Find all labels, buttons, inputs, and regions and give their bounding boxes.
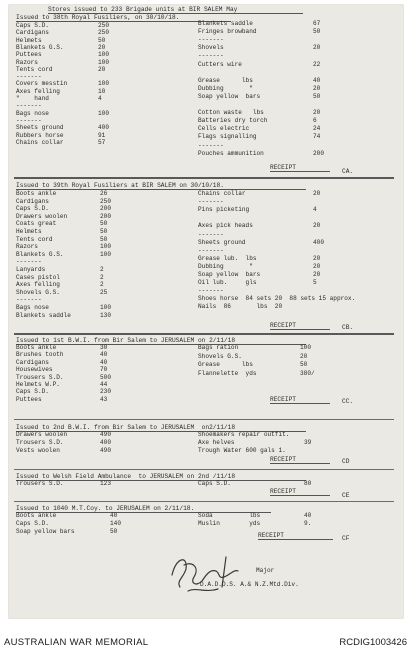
item-name: Razors bbox=[16, 58, 38, 66]
item-quantity: 74 bbox=[313, 133, 321, 141]
item-name: Caps S.D. bbox=[198, 480, 231, 487]
item-quantity: 50 bbox=[300, 361, 308, 368]
item-name: Boots ankle bbox=[16, 512, 57, 519]
item-name: Flags signalling bbox=[198, 133, 257, 141]
item-quantity: 100 bbox=[100, 304, 111, 311]
item-name: Puttees bbox=[16, 395, 42, 403]
item-quantity: 20 bbox=[300, 352, 308, 360]
item-name: Trousers S.D. bbox=[16, 439, 64, 446]
s3-receipt: RECEIPT bbox=[270, 396, 296, 403]
s3-title: Issued to 1st B.W.I. from Bir Salem to JERUSALEM on 2/11/18 bbox=[16, 337, 236, 344]
item-name: Caps S.D. bbox=[16, 22, 49, 29]
dash-separator: ------- bbox=[16, 116, 42, 124]
item-name: Vests woolen bbox=[16, 447, 60, 454]
item-name: Cardigans bbox=[16, 197, 49, 205]
s6-receipt-suffix: CF bbox=[342, 535, 350, 542]
item-quantity: 43 bbox=[100, 395, 108, 403]
item-name: Shovels bbox=[198, 44, 224, 52]
item-name: Chains collar bbox=[16, 138, 64, 146]
item-quantity: 20 bbox=[313, 84, 321, 92]
item-name: Caps S.D. bbox=[16, 205, 49, 213]
item-name: Soap yellow bars bbox=[198, 271, 261, 278]
dash-separator: ------- bbox=[198, 198, 224, 206]
item-name: Soap yellow bars bbox=[198, 92, 261, 100]
item-quantity: 200 bbox=[100, 212, 111, 220]
item-name: Blankets saddle bbox=[198, 20, 253, 27]
item-name: Helmets bbox=[16, 36, 42, 44]
item-quantity: 4 bbox=[98, 95, 102, 102]
item-quantity: 380/ bbox=[300, 369, 315, 377]
item-name: Shovels G.S. bbox=[16, 288, 60, 296]
footer-institution: AUSTRALIAN WAR MEMORIAL bbox=[4, 637, 149, 648]
item-quantity: 40 bbox=[110, 512, 118, 519]
item-quantity: 50 bbox=[100, 235, 108, 243]
item-name: Rubbers horse bbox=[16, 131, 64, 139]
item-quantity: 70 bbox=[100, 366, 108, 374]
item-name: Drawers woolen bbox=[16, 431, 68, 438]
dash-separator: ------- bbox=[198, 36, 224, 44]
item-quantity: 20 bbox=[313, 262, 321, 270]
signature-rank: Major bbox=[256, 567, 275, 574]
s1-receipt-line bbox=[270, 171, 330, 172]
s5-receipt-suffix: CE bbox=[342, 492, 350, 499]
item-quantity: 10 bbox=[98, 87, 106, 95]
item-name: Bags ration bbox=[198, 344, 239, 351]
item-quantity: 20 bbox=[313, 254, 321, 262]
item-name: Brushes tooth bbox=[16, 351, 64, 359]
item-quantity: 20 bbox=[313, 44, 321, 52]
item-quantity: 20 bbox=[98, 65, 106, 73]
item-name: Cardigans bbox=[16, 29, 49, 37]
item-quantity: 40 bbox=[304, 512, 312, 519]
item-name: Sheets ground bbox=[16, 124, 64, 132]
item-quantity: 30 bbox=[100, 344, 108, 351]
item-name: Chains collar bbox=[198, 190, 246, 197]
item-name: Blankets G.S. bbox=[16, 250, 64, 258]
s2-title: Issued to 39th Royal Fusiliers at BIR SALEM on 30/10/18. bbox=[16, 182, 224, 189]
item-name: Cardigans bbox=[16, 358, 49, 366]
item-name: Fringes browband bbox=[198, 28, 257, 36]
item-quantity: 2 bbox=[100, 266, 104, 273]
item-quantity: 250 bbox=[98, 22, 109, 29]
s2-receipt-suffix: CB. bbox=[342, 324, 354, 331]
item-name: Drawers woolen bbox=[16, 212, 68, 220]
item-name: Soda lbs bbox=[198, 512, 261, 519]
item-quantity: 100 bbox=[98, 109, 109, 117]
item-name: Razors bbox=[16, 243, 38, 251]
s6-receipt-line bbox=[258, 539, 333, 540]
item-quantity: 20 bbox=[98, 43, 106, 51]
s3-title-underline bbox=[16, 344, 306, 345]
item-name: Grease lub. lbs bbox=[198, 254, 257, 262]
item-name: Axe helves bbox=[198, 439, 235, 446]
item-quantity: 50 bbox=[100, 220, 108, 228]
item-quantity: 100 bbox=[98, 80, 109, 88]
item-quantity: 100 bbox=[100, 250, 111, 258]
item-name: Puttees bbox=[16, 51, 42, 59]
item-name: Bags nose bbox=[16, 109, 49, 117]
item-quantity: 2 bbox=[100, 281, 104, 289]
dash-separator: ------- bbox=[16, 102, 42, 110]
section-divider bbox=[14, 469, 394, 470]
item-quantity: 123 bbox=[100, 480, 111, 487]
document-page bbox=[8, 4, 404, 619]
item-quantity: 100 bbox=[98, 58, 109, 66]
item-name: Shoemakers repair outfit. bbox=[198, 431, 290, 438]
s1-subtitle: Issued to 38th Royal Fusiliers, on 30/10/18. bbox=[16, 14, 180, 21]
item-quantity: 140 bbox=[110, 519, 121, 527]
s1-title: Stores issued to 233 Brigade units at BIR SALEM May bbox=[48, 6, 238, 13]
item-name: Helmets bbox=[16, 228, 42, 235]
item-name: Flannelette yds bbox=[198, 369, 257, 377]
s3-receipt-suffix: CC. bbox=[342, 398, 354, 405]
s5-title: Issued to Welsh Field Ambulance to JERUSALEM on 2nd /11/18 bbox=[16, 473, 236, 480]
item-quantity: 9. bbox=[304, 519, 312, 527]
item-name: Shoes horse 84 sets 20 88 sets 15 approx. bbox=[198, 295, 356, 303]
s4-receipt: RECEIPT bbox=[270, 456, 296, 463]
item-name: Dubbing " bbox=[198, 84, 253, 92]
item-quantity: 50 bbox=[313, 92, 321, 100]
item-name: Helmets W.P. bbox=[16, 381, 60, 388]
item-name: Caps S.D. bbox=[16, 519, 49, 527]
item-quantity: 39 bbox=[304, 439, 312, 446]
dash-separator: ------- bbox=[198, 141, 224, 149]
item-quantity: 50 bbox=[98, 36, 106, 44]
section-divider bbox=[14, 501, 394, 502]
item-quantity: 67 bbox=[313, 20, 321, 27]
dash-separator: ------- bbox=[198, 287, 224, 295]
item-quantity: 130 bbox=[100, 311, 111, 319]
item-quantity: 20 bbox=[313, 271, 321, 278]
item-name: Pouches ammunition bbox=[198, 149, 264, 157]
dash-separator: ------- bbox=[198, 246, 224, 254]
s2-receipt: RECEIPT bbox=[270, 322, 296, 329]
s4-title: Issued to 2nd B.W.I. from Bir Salem to JERUSALEM on2/11/18 bbox=[16, 424, 236, 431]
item-quantity: 25 bbox=[100, 288, 108, 296]
item-name: Dubbing " bbox=[198, 262, 253, 270]
item-quantity: 2 bbox=[100, 273, 104, 281]
dash-separator: ------- bbox=[16, 73, 42, 81]
item-quantity: 26 bbox=[100, 190, 108, 197]
item-quantity: 400 bbox=[100, 439, 111, 446]
section-divider bbox=[14, 333, 394, 335]
item-name: Shovels G.S. bbox=[198, 352, 242, 360]
item-quantity: 20 bbox=[313, 222, 321, 230]
item-name: Bags nose bbox=[16, 304, 49, 311]
item-name: Boots ankle bbox=[16, 190, 57, 197]
item-quantity: 44 bbox=[100, 381, 108, 388]
item-quantity: 250 bbox=[98, 29, 109, 37]
s5-receipt: RECEIPT bbox=[270, 488, 296, 495]
item-quantity: 230 bbox=[100, 388, 111, 396]
s1-receipt: RECEIPT bbox=[270, 164, 296, 171]
item-quantity: 200 bbox=[100, 205, 111, 213]
item-name: Cases pistol bbox=[16, 273, 60, 281]
item-name: Oil lub. gls bbox=[198, 279, 257, 287]
item-name: Tents cord bbox=[16, 235, 53, 243]
s2-receipt-line bbox=[270, 329, 330, 330]
item-quantity: 400 bbox=[98, 124, 109, 132]
s4-receipt-line bbox=[270, 463, 330, 464]
s6-title: Issued to 1040 M.T.Coy. to JERUSALEM on 2/11/18. bbox=[16, 505, 195, 512]
item-quantity: 400 bbox=[313, 238, 324, 246]
item-quantity: 4 bbox=[313, 206, 317, 214]
section-divider bbox=[14, 419, 394, 420]
item-quantity: 50 bbox=[313, 28, 321, 36]
s2-title-underline bbox=[16, 189, 306, 190]
item-quantity: 490 bbox=[100, 431, 111, 438]
item-name: Blankets saddle bbox=[16, 311, 71, 319]
item-quantity: 5 bbox=[313, 279, 317, 287]
item-quantity: 100 bbox=[300, 344, 311, 351]
item-quantity: 6 bbox=[313, 117, 317, 125]
footer-record-id: RCDIG1003426 bbox=[339, 637, 407, 648]
item-name: Soap yellow bars bbox=[16, 527, 75, 535]
item-name: Grease lbs bbox=[198, 361, 253, 368]
s4-receipt-suffix: CD bbox=[342, 458, 350, 465]
item-name: Batteries dry torch bbox=[198, 117, 268, 125]
item-name: Pins picketing bbox=[198, 206, 250, 214]
item-name: Grease lbs bbox=[198, 76, 253, 84]
item-name: Boots ankle bbox=[16, 344, 57, 351]
item-quantity: 50 bbox=[110, 527, 118, 535]
item-name: Trough Water 600 gals 1. bbox=[198, 447, 286, 454]
item-quantity: 91 bbox=[98, 131, 106, 139]
item-quantity: 20 bbox=[313, 190, 321, 197]
s5-receipt-line bbox=[270, 495, 330, 496]
item-name: Trousers S.D. bbox=[16, 373, 64, 381]
item-name: Lanyards bbox=[16, 266, 46, 273]
signature-title: D.A.D.O.S. A.& N.Z.Mtd.Div. bbox=[200, 581, 299, 588]
item-quantity: 57 bbox=[98, 138, 106, 146]
dash-separator: ------- bbox=[16, 258, 42, 266]
item-quantity: 490 bbox=[100, 447, 111, 454]
item-quantity: 50 bbox=[100, 228, 108, 235]
item-name: Cotton waste lbs bbox=[198, 109, 264, 117]
item-quantity: 20 bbox=[313, 109, 321, 117]
item-quantity: 100 bbox=[98, 51, 109, 59]
item-name: Housewives bbox=[16, 366, 53, 374]
item-quantity: 80 bbox=[304, 480, 312, 487]
item-quantity: 500 bbox=[100, 373, 111, 381]
item-name: Cells electric bbox=[198, 125, 250, 133]
handwritten-signature bbox=[166, 547, 256, 597]
item-quantity: 40 bbox=[100, 351, 108, 359]
item-name: Coats great bbox=[16, 220, 57, 228]
item-quantity: 100 bbox=[100, 243, 111, 251]
item-name: Axes felling bbox=[16, 87, 60, 95]
item-name: Blankets G.S. bbox=[16, 43, 64, 51]
s6-receipt: RECEIPT bbox=[258, 532, 284, 539]
s3-receipt-line bbox=[270, 403, 330, 404]
item-quantity: 250 bbox=[100, 197, 111, 205]
item-name: Cutters wire bbox=[198, 60, 242, 68]
item-name: Axes felling bbox=[16, 281, 60, 289]
dash-separator: ------- bbox=[16, 296, 42, 304]
item-name: Axes pick heads bbox=[198, 222, 253, 230]
item-quantity: 24 bbox=[313, 125, 321, 133]
item-name: Caps S.D. bbox=[16, 388, 49, 396]
item-name: Muslin yds bbox=[198, 519, 261, 527]
item-name: Sheets ground bbox=[198, 238, 246, 246]
section-divider bbox=[14, 177, 394, 179]
item-quantity: 200 bbox=[313, 149, 324, 157]
item-quantity: 40 bbox=[313, 76, 321, 84]
item-quantity: 40 bbox=[100, 358, 108, 366]
s1-receipt-suffix: CA. bbox=[342, 168, 354, 175]
item-name: " hand bbox=[16, 95, 49, 102]
item-quantity: 22 bbox=[313, 60, 321, 68]
dash-separator: ------- bbox=[198, 230, 224, 238]
item-name: Trousers S.D. bbox=[16, 480, 64, 487]
item-name: Tents cord bbox=[16, 65, 53, 73]
item-name: Nails 86 lbs 20 bbox=[198, 303, 283, 311]
item-name: Covers messtin bbox=[16, 80, 68, 88]
dash-separator: ------- bbox=[198, 52, 224, 60]
